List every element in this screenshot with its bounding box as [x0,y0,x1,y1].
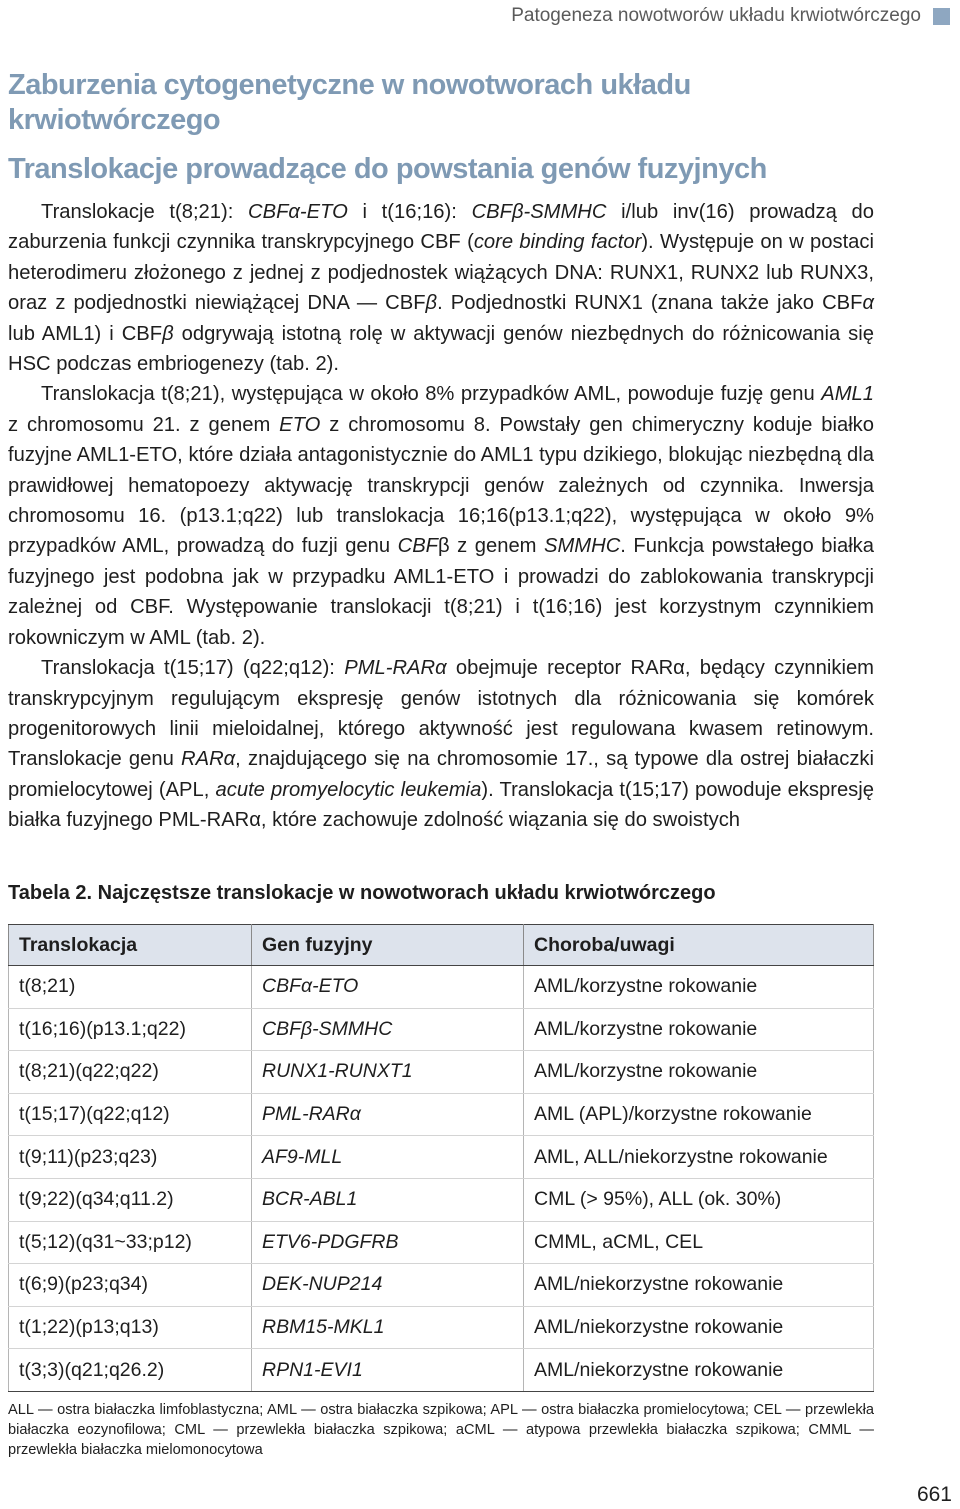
translocations-table [8,924,874,1392]
translocation-cell: t(9;22)(q34;q11.2) [9,1178,252,1221]
page-number: 661 [916,1483,952,1506]
table-row [9,1093,874,1136]
section-subtitle: Translokacje prowadzące do powstania genów fuzyjnych [8,153,767,185]
translocation-cell: t(16;16)(p13.1;q22) [9,1008,252,1051]
fusion-gene-cell: BCR-ABL1 [252,1178,524,1221]
disease-cell: AML/korzystne rokowanie [524,1008,874,1051]
table-row [9,1008,874,1051]
table-row [9,1178,874,1221]
running-header [511,5,950,27]
section-title: Zaburzenia cytogenetyczne w nowotworach układu krwiotwórczego [8,69,691,136]
table-row [9,1136,874,1179]
table-row [9,966,874,1009]
column-header-fusion-gene: Gen fuzyjny [252,925,524,966]
fusion-gene-cell: CBFβ-SMMHC [252,1008,524,1051]
translocation-cell: t(15;17)(q22;q12) [9,1093,252,1136]
table-row [9,1306,874,1349]
body-text [8,197,874,836]
fusion-gene-cell: CBFα-ETO [252,966,524,1009]
table-caption: Tabela 2. Najczęstsze translokacje w nowotworach układu krwiotwórczego [8,882,716,904]
fusion-gene-cell: DEK-NUP214 [252,1264,524,1307]
fusion-gene-cell: RBM15-MKL1 [252,1306,524,1349]
translocation-cell: t(8;21)(q22;q22) [9,1051,252,1094]
disease-cell: AML/korzystne rokowanie [524,1051,874,1094]
translocation-cell: t(6;9)(p23;q34) [9,1264,252,1307]
column-header-disease: Choroba/uwagi [524,925,874,966]
translocation-cell: t(5;12)(q31~33;p12) [9,1221,252,1264]
table-row [9,1264,874,1307]
table-footnote: ALL — ostra białaczka limfoblastyczna; AML — ostra białaczka szpikowa; APL — ostra białaczka promielocytowa; CEL — przewlekła białaczka eozynofilowa; CML — przewlekła białaczka szpikowa; aCML — atypowa przewlekła białaczka szpikowa; CMML — przewlekła białaczka mielomonocytowa [8,1402,874,1458]
running-title: Patogeneza nowotworów układu krwiotwórczego [511,5,921,26]
translocation-cell: t(3;3)(q21;q26.2) [9,1349,252,1392]
disease-cell: AML, ALL/niekorzystne rokowanie [524,1136,874,1179]
paragraph-2: Translokacja t(8;21), występująca w około 8% przypadków AML, powoduje fuzję genu AML1 z chromosomu 21. z genem ETO z chromosomu 8. Powstały gen chimeryczny koduje białko fuzyjne AML1-ETO, które działa antagonistycznie do AML1 typu dzikiego, blokując niezbędną dla prawidłowej hematopoezy aktywację transkrypcji genów zależnych od czynnika. Inwersja chromosomu 16. (p13.1;q22) lub translokacja 16;16(p13.1;q22), występująca w około 9% przypadków AML, prowadzą do fuzji genu CBFβ z genem SMMHC. Funkcja powstałego białka fuzyjnego jest podobna jak w przypadku AML1-ETO i prowadzi do zablokowania transkrypcji zależnej od CBF. Występowanie translokacji t(8;21) i t(16;16) jest korzystnym czynnikiem rokowniczym w AML (tab. 2). [8,383,875,649]
paragraph-1: Translokacje t(8;21): CBFα-ETO i t(16;16): CBFβ-SMMHC i/lub inv(16) prowadzą do zaburzenia funkcji czynnika transkrypcyjnego CBF (core binding factor). Występuje on w postaci heterodimeru złożonego z jednej z podjednostek wiążących DNA: RUNX1, RUNX2 lub RUNX3, oraz z podjednostki niewiążącej DNA — CBFβ. Podjednostki RUNX1 (znana także jako CBFα lub AML1) i CBFβ odgrywają istotną rolę w aktywacji genów niezbędnych do różnicowania się HSC podczas embriogenezy (tab. 2). [8,201,874,376]
table-header-row [9,925,874,966]
disease-cell: CML (> 95%), ALL (ok. 30%) [524,1178,874,1221]
fusion-gene-cell: RUNX1-RUNXT1 [252,1051,524,1094]
translocation-cell: t(1;22)(p13;q13) [9,1306,252,1349]
paragraph-3: Translokacja t(15;17) (q22;q12): PML-RARα obejmuje receptor RARα, będący czynnikiem transkrypcyjnym regulującym ekspresję genów istotnych dla różnicowania się komórek progenitorowych linii mieloidalnej, którego aktywność jest regulowana kwasem retinowym. Translokacje genu RARα, znajdującego się na chromosomie 17., są typowe dla ostrej białaczki promielocytowej (APL, acute promyelocytic leukemia). Translokacja t(15;17) powoduje ekspresję białka fuzyjnego PML-RARα, które zachowuje zdolność wiązania się do swoistych [8,657,874,832]
column-header-translocation: Translokacja [9,925,252,966]
fusion-gene-cell: RPN1-EVI1 [252,1349,524,1392]
translocation-cell: t(9;11)(p23;q23) [9,1136,252,1179]
disease-cell: AML/niekorzystne rokowanie [524,1306,874,1349]
translocation-cell: t(8;21) [9,966,252,1009]
table-row [9,1349,874,1392]
disease-cell: AML/korzystne rokowanie [524,966,874,1009]
fusion-gene-cell: PML-RARα [252,1093,524,1136]
table-row [9,1051,874,1094]
fusion-gene-cell: ETV6-PDGFRB [252,1221,524,1264]
disease-cell: CMML, aCML, CEL [524,1221,874,1264]
disease-cell: AML/niekorzystne rokowanie [524,1349,874,1392]
disease-cell: AML (APL)/korzystne rokowanie [524,1093,874,1136]
fusion-gene-cell: AF9-MLL [252,1136,524,1179]
disease-cell: AML/niekorzystne rokowanie [524,1264,874,1307]
header-square-marker [933,8,950,25]
table-row [9,1221,874,1264]
